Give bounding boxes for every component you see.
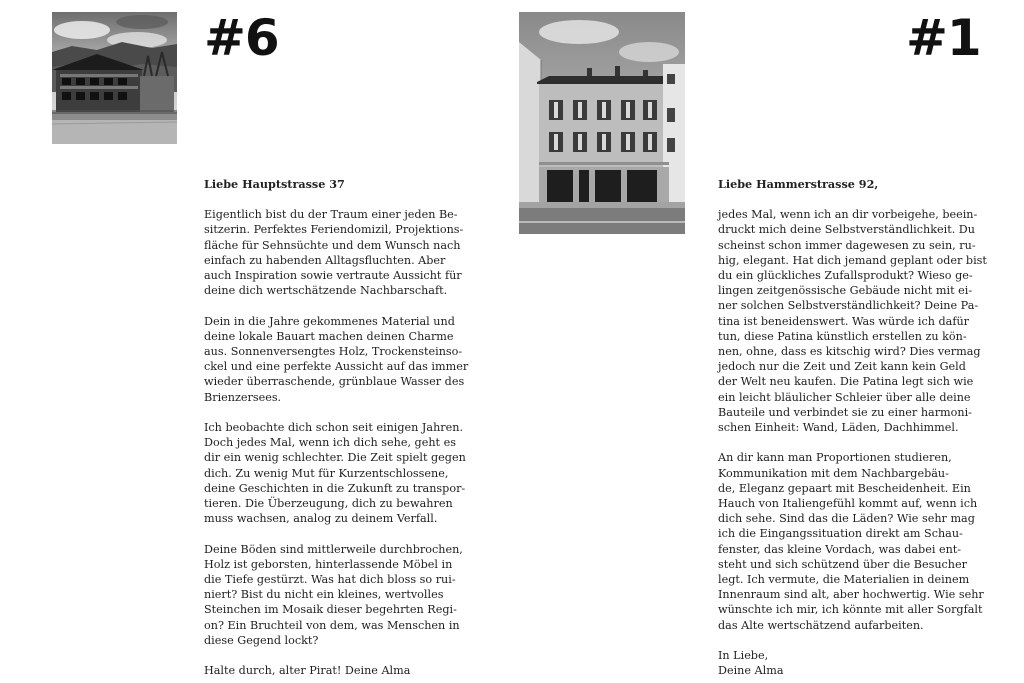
letter-paragraph: Deine Böden sind mittlerweile durchbrochen, Holz ist geborsten, hinterlassende Möbel in die Tiefe gestürzt. Was hat dich bloss so rui- niert? Bist du nicht ein kleines, wertvolles Steinchen im Mosaik dieser begehrten Regi- on? Ein Bruchteil von dem, was Menschen in diese Gegend lockt?	[204, 542, 463, 647]
letter-paragraph: Dein in die Jahre gekommenes Material und deine lokale Bauart machen deinen Charme aus. Sonnenversengtes Holz, Trockensteinso- ckel und eine perfekte Aussicht auf das immer wieder überraschende, grünblaue Wasser des Brienzersees.	[204, 314, 469, 404]
townhouse-photo	[519, 12, 685, 234]
letter-left	[204, 177, 474, 678]
entry-number-right: #1	[906, 9, 981, 67]
letter-paragraph: An dir kann man Proportionen studieren, Kommunikation mit dem Nachbargebäu- de, Eleganz gepaart mit Bescheidenheit. Ein Hauch von Italiengefühl kommt auf, wenn ich dich sehe. Sind das die Läden? Wie sehr mag ich die Eingangssituation direkt am Schau- fenster, das kleine Vordach, was dabei ent- steht und sich schützend über die Besucher legt. Ich vermute, die Materialien in deinem Innenraum sind alt, aber hochwertig. Wie sehr wünschte ich mir, ich könnte mit aller Sorgfalt das Alte wertschätzend aufarbeiten.	[718, 451, 984, 632]
letter-paragraph: jedes Mal, wenn ich an dir vorbeigehe, beein- druckt mich deine Selbstverständlichkeit. Du scheinst schon immer dagewesen zu sein, ru- hig, elegant. Hat dich jemand geplant oder bist du ein glückliches Zufallsprodukt? Wieso ge- lingen zeitgenössische Gebäude nicht mit ei- ner solchen Selbstverständlichkeit? Deine Pa- tina ist beneidenswert. Was würde ich dafür tun, diese Patina künstlich erstellen zu kön- nen, ohne, dass es kitschig wird? Dies vermag jedoch nur die Zeit und Zeit kann kein Geld der Welt neu kaufen. Die Patina legt sich wie ein leicht bläulicher Schleier über alle deine Bauteile und verbindet sie zu einer harmoni- schen Einheit: Wand, Läden, Dachhimmel.	[718, 208, 987, 435]
letter-greeting: Liebe Hammerstrasse 92,	[718, 177, 879, 191]
letter-closing: Halte durch, alter Pirat! Deine Alma	[204, 664, 411, 678]
letter-greeting: Liebe Hauptstrasse 37	[204, 177, 345, 191]
chalet-photo	[52, 12, 177, 144]
letter-paragraph: Ich beobachte dich schon seit einigen Jahren. Doch jedes Mal, wenn ich dich sehe, geht es dir ein wenig schlechter. Die Zeit spielt gegen dich. Zu wenig Mut für Kurzentschlossene, deine Geschichten in die Zukunft zu transpor- tieren. Die Überzeugung, dich zu bewahren muss wachsen, analog zu deinem Verfall.	[204, 421, 466, 526]
letter-right	[718, 177, 988, 678]
letter-paragraph: Eigentlich bist du der Traum einer jeden Be- sitzerin. Perfektes Feriendomizil, Projektions- fläche für Sehnsüchte und dem Wunsch nach einfach zu habenden Alltagsfluchten. Aber auch Inspiration sowie vertraute Aussicht für deine dich wertschätzende Nachbarschaft.	[204, 208, 464, 298]
entry-number-left: #6	[204, 9, 279, 67]
letter-closing: In Liebe, Deine Alma	[718, 649, 784, 678]
